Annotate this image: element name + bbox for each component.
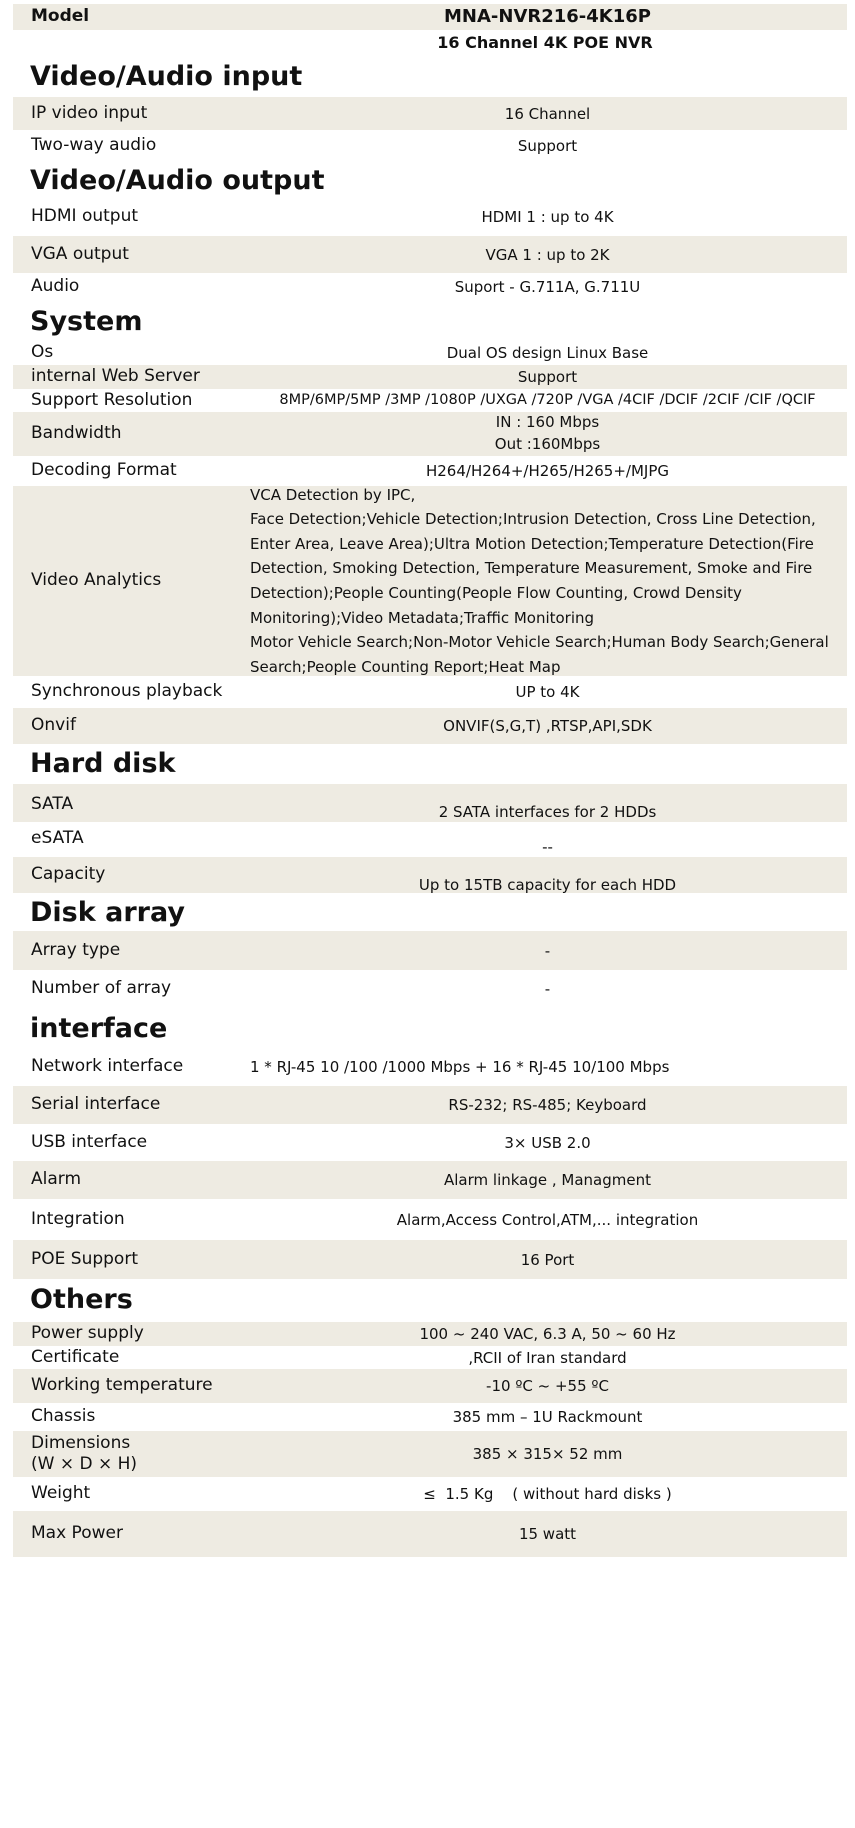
hdmi-output-label: HDMI output xyxy=(31,206,139,227)
web-server-value: Support xyxy=(517,368,578,386)
row-number-of-array xyxy=(13,970,847,1008)
row-web-server xyxy=(13,365,847,389)
serial-interface-label: Serial interface xyxy=(31,1094,161,1115)
dimensions-label-line-2: (W × D × H) xyxy=(31,1454,138,1474)
support-resolution-label: Support Resolution xyxy=(31,389,193,410)
row-serial-interface xyxy=(13,1086,847,1124)
row-poe-support xyxy=(13,1240,847,1279)
os-value: Dual OS design Linux Base xyxy=(446,344,649,362)
integration-value: Alarm,Access Control,ATM,... integration xyxy=(396,1210,699,1229)
row-esata xyxy=(13,822,847,857)
model-row xyxy=(13,4,847,30)
video-analytics-label: Video Analytics xyxy=(31,570,162,591)
row-support-resolution xyxy=(13,389,847,412)
network-interface-value: 1 * RJ-45 10 /100 /1000 Mbps + 16 * RJ-45 10/100 Mbps xyxy=(250,1058,670,1076)
section-interface: interface xyxy=(30,1012,168,1044)
row-audio xyxy=(13,273,847,301)
video-analytics-line-3: Motor Vehicle Search;Non-Motor Vehicle Search;Human Body Search;General Search;People Counting Report;Heat Map xyxy=(250,633,829,676)
bandwidth-value xyxy=(248,412,847,456)
esata-label: eSATA xyxy=(31,828,84,848)
decoding-format-label: Decoding Format xyxy=(31,460,177,481)
section-video-audio-output: Video/Audio output xyxy=(30,164,325,196)
number-of-array-label: Number of array xyxy=(31,978,172,999)
sync-playback-value: UP to 4K xyxy=(515,683,580,701)
max-power-value: 15 watt xyxy=(518,1525,577,1543)
row-decoding-format xyxy=(13,456,847,486)
support-resolution-value: 8MP/6MP/5MP /3MP /1080P /UXGA /720P /VGA /4CIF /DCIF /2CIF /CIF /QCIF xyxy=(279,391,816,408)
row-onvif xyxy=(13,708,847,744)
capacity-value: Up to 15TB capacity for each HDD xyxy=(418,876,677,894)
model-label: Model xyxy=(31,6,90,27)
working-temperature-label: Working temperature xyxy=(31,1375,213,1396)
chassis-value: 385 mm – 1U Rackmount xyxy=(452,1408,643,1426)
video-analytics-value xyxy=(248,486,847,676)
poe-support-label: POE Support xyxy=(31,1248,138,1269)
row-two-way-audio xyxy=(13,130,847,162)
sata-value: 2 SATA interfaces for 2 HDDs xyxy=(438,803,657,821)
section-hard-disk: Hard disk xyxy=(30,747,176,779)
weight-label: Weight xyxy=(31,1483,91,1504)
certificate-label: Certificate xyxy=(31,1346,120,1367)
bandwidth-out: Out :160Mbps xyxy=(494,435,601,453)
array-type-label: Array type xyxy=(31,939,121,960)
video-analytics-line-2: Face Detection;Vehicle Detection;Intrusion Detection, Cross Line Detection, Enter Area, Leave Area);Ultra Motion Detection;Temperature Detection(Fire Detection, Smoking Detection, Temperature Measurement, Smoke and Fire Detection);People Counting(People Flow Counting, Crowd Density Monitoring);Video Metadata;Traffic Monitoring xyxy=(250,510,816,627)
bandwidth-label: Bandwidth xyxy=(31,423,122,444)
sata-label: SATA xyxy=(31,794,74,814)
capacity-label: Capacity xyxy=(31,864,106,884)
row-capacity xyxy=(13,857,847,893)
two-way-audio-label: Two-way audio xyxy=(31,135,157,156)
row-max-power xyxy=(13,1511,847,1557)
row-power-supply xyxy=(13,1322,847,1346)
audio-value: Suport - G.711A, G.711U xyxy=(454,278,641,296)
serial-interface-value: RS-232; RS-485; Keyboard xyxy=(448,1096,647,1114)
row-bandwidth xyxy=(13,412,847,456)
row-working-temperature xyxy=(13,1369,847,1403)
chassis-label: Chassis xyxy=(31,1406,96,1427)
row-weight xyxy=(13,1477,847,1511)
row-array-type xyxy=(13,931,847,970)
usb-interface-value: 3× USB 2.0 xyxy=(504,1133,591,1152)
row-video-analytics xyxy=(13,486,847,676)
row-hdmi-output xyxy=(13,198,847,236)
web-server-label: internal Web Server xyxy=(31,366,200,387)
dimensions-value: 385 × 315× 52 mm xyxy=(472,1445,623,1463)
dimensions-label xyxy=(31,1431,137,1477)
row-ip-video-input xyxy=(13,97,847,130)
row-usb-interface xyxy=(13,1124,847,1161)
section-disk-array: Disk array xyxy=(30,896,185,928)
row-integration xyxy=(13,1199,847,1240)
video-analytics-line-1: VCA Detection by IPC, xyxy=(250,485,416,504)
row-os xyxy=(13,341,847,365)
section-system: System xyxy=(30,305,143,337)
alarm-value: Alarm linkage , Managment xyxy=(444,1171,651,1189)
max-power-label: Max Power xyxy=(31,1523,123,1544)
sync-playback-label: Synchronous playback xyxy=(31,681,223,702)
os-label: Os xyxy=(31,342,54,363)
row-network-interface xyxy=(13,1048,847,1086)
vga-output-value: VGA 1 : up to 2K xyxy=(485,245,610,264)
model-value: MNA-NVR216-4K16P xyxy=(444,5,651,27)
row-certificate xyxy=(13,1346,847,1369)
working-temperature-value: -10 ºC ~ +55 ºC xyxy=(486,1377,609,1395)
audio-label: Audio xyxy=(31,276,80,297)
certificate-value: ,RCII of Iran standard xyxy=(468,1348,627,1367)
network-interface-label: Network interface xyxy=(31,1056,184,1077)
esata-value: -- xyxy=(542,837,553,856)
row-vga-output xyxy=(13,236,847,273)
decoding-format-value: H264/H264+/H265/H265+/MJPG xyxy=(425,462,670,480)
bandwidth-in: IN : 160 Mbps xyxy=(495,413,600,432)
hdmi-output-value: HDMI 1 : up to 4K xyxy=(481,208,614,226)
poe-support-value: 16 Port xyxy=(520,1250,575,1269)
row-sync-playback xyxy=(13,676,847,708)
onvif-label: Onvif xyxy=(31,715,76,736)
row-sata xyxy=(13,784,847,822)
power-supply-label: Power supply xyxy=(31,1323,144,1344)
section-others: Others xyxy=(30,1283,133,1315)
two-way-audio-value: Support xyxy=(517,137,578,155)
dimensions-label-line-1: Dimensions xyxy=(31,1432,131,1453)
alarm-label: Alarm xyxy=(31,1169,82,1190)
ip-video-input-label: IP video input xyxy=(31,102,148,123)
section-video-audio-input: Video/Audio input xyxy=(30,60,303,92)
onvif-value: ONVIF(S,G,T) ,RTSP,API,SDK xyxy=(443,717,652,735)
array-type-value: - xyxy=(544,941,551,960)
number-of-array-value: - xyxy=(544,980,551,998)
row-dimensions xyxy=(13,1431,847,1477)
row-alarm xyxy=(13,1161,847,1199)
model-subtitle: 16 Channel 4K POE NVR xyxy=(437,33,653,52)
usb-interface-label: USB interface xyxy=(31,1131,148,1152)
power-supply-value: 100 ~ 240 VAC, 6.3 A, 50 ~ 60 Hz xyxy=(419,1325,676,1343)
weight-value: ≤ 1.5 Kg ( without hard disks ) xyxy=(423,1485,672,1503)
vga-output-label: VGA output xyxy=(31,243,129,264)
integration-label: Integration xyxy=(31,1208,125,1229)
ip-video-input-value: 16 Channel xyxy=(504,104,591,123)
row-chassis xyxy=(13,1403,847,1431)
video-analytics-text xyxy=(250,483,839,680)
